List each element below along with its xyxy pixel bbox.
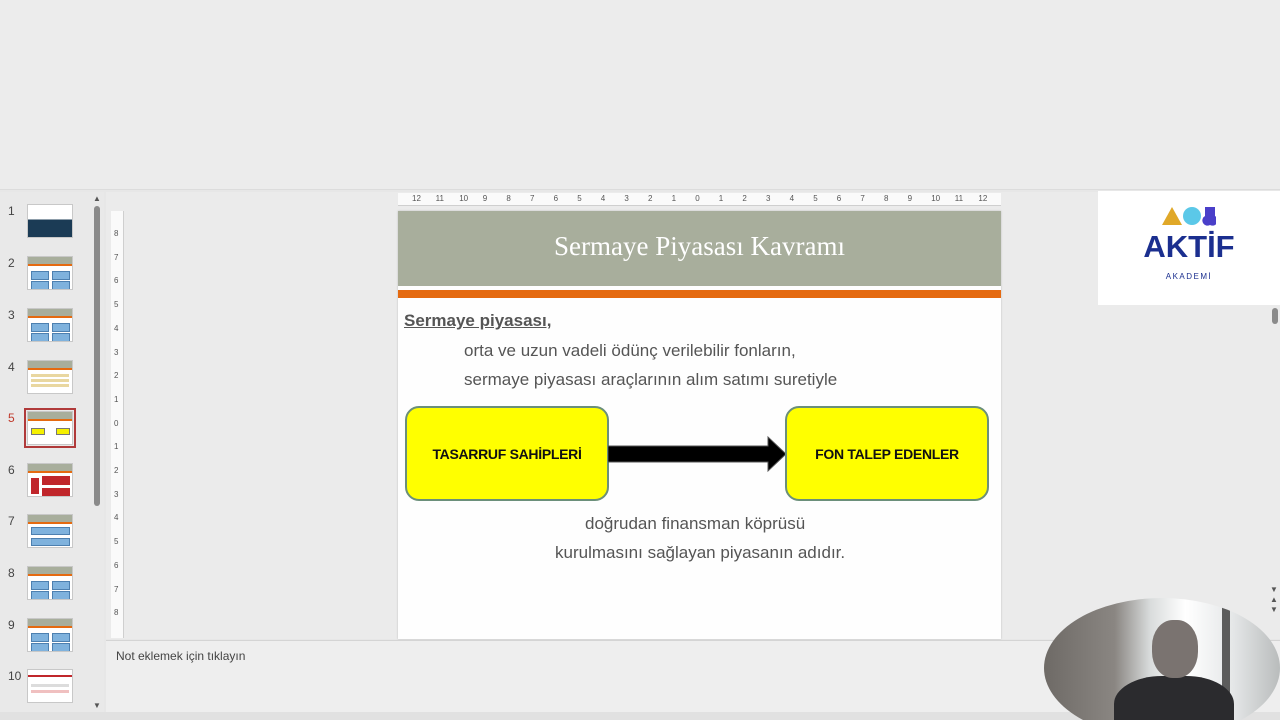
slide-number: 1 [8,204,15,218]
ruler-tick-label: 5 [114,537,119,547]
ruler-tick-label: 5 [813,194,818,203]
accent-stripe [398,290,1001,298]
ruler-tick-label: 1 [671,194,677,203]
ruler-tick-label: 7 [114,252,119,262]
ruler-tick-label: 6 [553,194,559,203]
slide-thumbnail-7[interactable] [0,514,90,564]
ruler-tick-label: 3 [114,347,119,357]
thumbnail-preview[interactable] [27,618,73,652]
ruler-tick-label: 10 [931,194,941,203]
ruler-tick-label: 7 [530,194,535,203]
scroll-thumb[interactable] [1272,308,1278,324]
ruler-tick-label: 12 [978,194,988,203]
slide-heading[interactable]: Sermaye piyasası, [404,311,552,330]
ruler-tick-label: 4 [789,194,795,203]
presenter-body [1114,676,1234,720]
slide-thumbnail-pane[interactable] [0,192,104,712]
savers-box[interactable]: TASARRUF SAHİPLERİ [405,406,609,501]
slide-number: 10 [8,669,22,683]
slide-title[interactable]: Sermaye Piyasası Kavramı [554,231,845,261]
slide-number: 9 [8,618,15,632]
ruler-tick-label: 3 [624,194,629,203]
ruler-tick-label: 3 [114,489,119,499]
thumbnail-preview[interactable] [27,256,73,290]
slide-number: 3 [8,308,15,322]
body-text-line[interactable]: orta ve uzun vadeli ödünç verilebilir fonların, [464,341,796,360]
thumbnail-preview[interactable] [27,669,73,703]
ruler-tick-label: 8 [114,229,119,238]
slide-number: 5 [8,411,15,425]
slide-number: 8 [8,566,15,580]
thumbnail-preview[interactable] [27,204,73,238]
presenter-head [1152,620,1198,678]
ruler-tick-label: 7 [860,194,865,203]
thumbnail-preview[interactable] [27,514,73,548]
thumbnail-preview[interactable] [27,308,73,342]
slide-scrollbar[interactable] [1270,300,1280,620]
ruler-tick-label: 4 [114,323,119,333]
ruler-tick-label: 4 [114,513,119,523]
ruler-tick-label: 8 [114,608,119,618]
slide-thumbnail-8[interactable] [0,566,90,616]
ruler-tick-label: 2 [114,466,119,475]
ruler-tick-label: 4 [600,194,606,203]
slide-number: 7 [8,514,15,528]
fund-demanders-box[interactable]: FON TALEP EDENLER [785,406,989,501]
ruler-tick-label: 2 [114,371,119,381]
ribbon-area [0,0,1280,190]
arrow-right-icon[interactable] [608,435,788,473]
ruler-tick-label: 7 [114,584,119,594]
ruler-tick-label: 8 [506,194,511,203]
ruler-tick-label: 8 [884,194,889,203]
body-text-line[interactable]: sermaye piyasası araçlarının alım satımı suretiyle [464,370,838,389]
scroll-up-icon[interactable]: ▲ [93,194,101,203]
ruler-tick-label: 12 [412,194,421,203]
vertical-ruler[interactable] [111,211,124,638]
ruler-tick-label: 1 [718,194,724,203]
ruler-tick-label: 11 [954,194,964,203]
slide-thumbnail-3[interactable] [0,308,90,358]
aktif-akademi-logo [1098,191,1280,305]
thumbnail-preview-selected[interactable] [27,411,73,445]
ruler-tick-label: 2 [648,194,653,203]
slide-thumbnail-5[interactable] [0,411,90,461]
slide-number: 4 [8,360,15,374]
ruler-tick-label: 5 [114,300,119,310]
notes-placeholder[interactable]: Not eklemek için tıklayın [116,649,246,663]
slide-thumbnail-4[interactable] [0,360,90,410]
body-text-line[interactable]: doğrudan finansman köprüsü [585,514,806,533]
ruler-tick-label: 0 [114,418,119,428]
logo-name: AKTİF [1143,229,1235,264]
slide-canvas[interactable] [398,211,1001,639]
ruler-tick-label: 6 [114,560,119,570]
slide-number: 2 [8,256,15,270]
slide-thumbnail-1[interactable] [0,204,90,254]
ruler-tick-label: 5 [577,194,582,203]
ruler-tick-label: 3 [766,194,771,203]
divider [0,189,1280,190]
thumbnail-preview[interactable] [27,566,73,600]
ruler-tick-label: 9 [482,194,488,203]
ruler-tick-label: 2 [742,194,747,203]
ruler-tick-label: 6 [836,194,842,203]
logo-subtitle: AKADEMİ [1165,272,1213,281]
scroll-thumb[interactable] [94,206,100,506]
scroll-arrows-icon[interactable]: ▼ ▲ ▼ [1270,585,1278,614]
thumbnail-preview[interactable] [27,463,73,497]
ruler-tick-label: 11 [435,194,444,203]
slide-thumbnail-2[interactable] [0,256,90,306]
slide-number: 6 [8,463,15,477]
slide-thumbnail-9[interactable] [0,618,90,668]
thumbnail-preview[interactable] [27,360,73,394]
body-text-line[interactable]: kurulmasını sağlayan piyasanın adıdır. [555,543,846,562]
ruler-tick-label: 10 [459,194,469,203]
ruler-tick-label: 6 [114,276,119,286]
ruler-tick-label: 1 [114,442,119,452]
scroll-down-icon[interactable]: ▼ [93,701,101,710]
horizontal-ruler[interactable] [398,193,1001,206]
slide-thumbnail-6[interactable] [0,463,90,513]
logo-shapes-icon [1162,205,1216,227]
ruler-tick-label: 9 [907,194,913,203]
ruler-tick-label: 1 [114,394,119,404]
thumbnail-scrollbar[interactable] [93,194,101,710]
ruler-tick-label: 0 [695,194,700,203]
